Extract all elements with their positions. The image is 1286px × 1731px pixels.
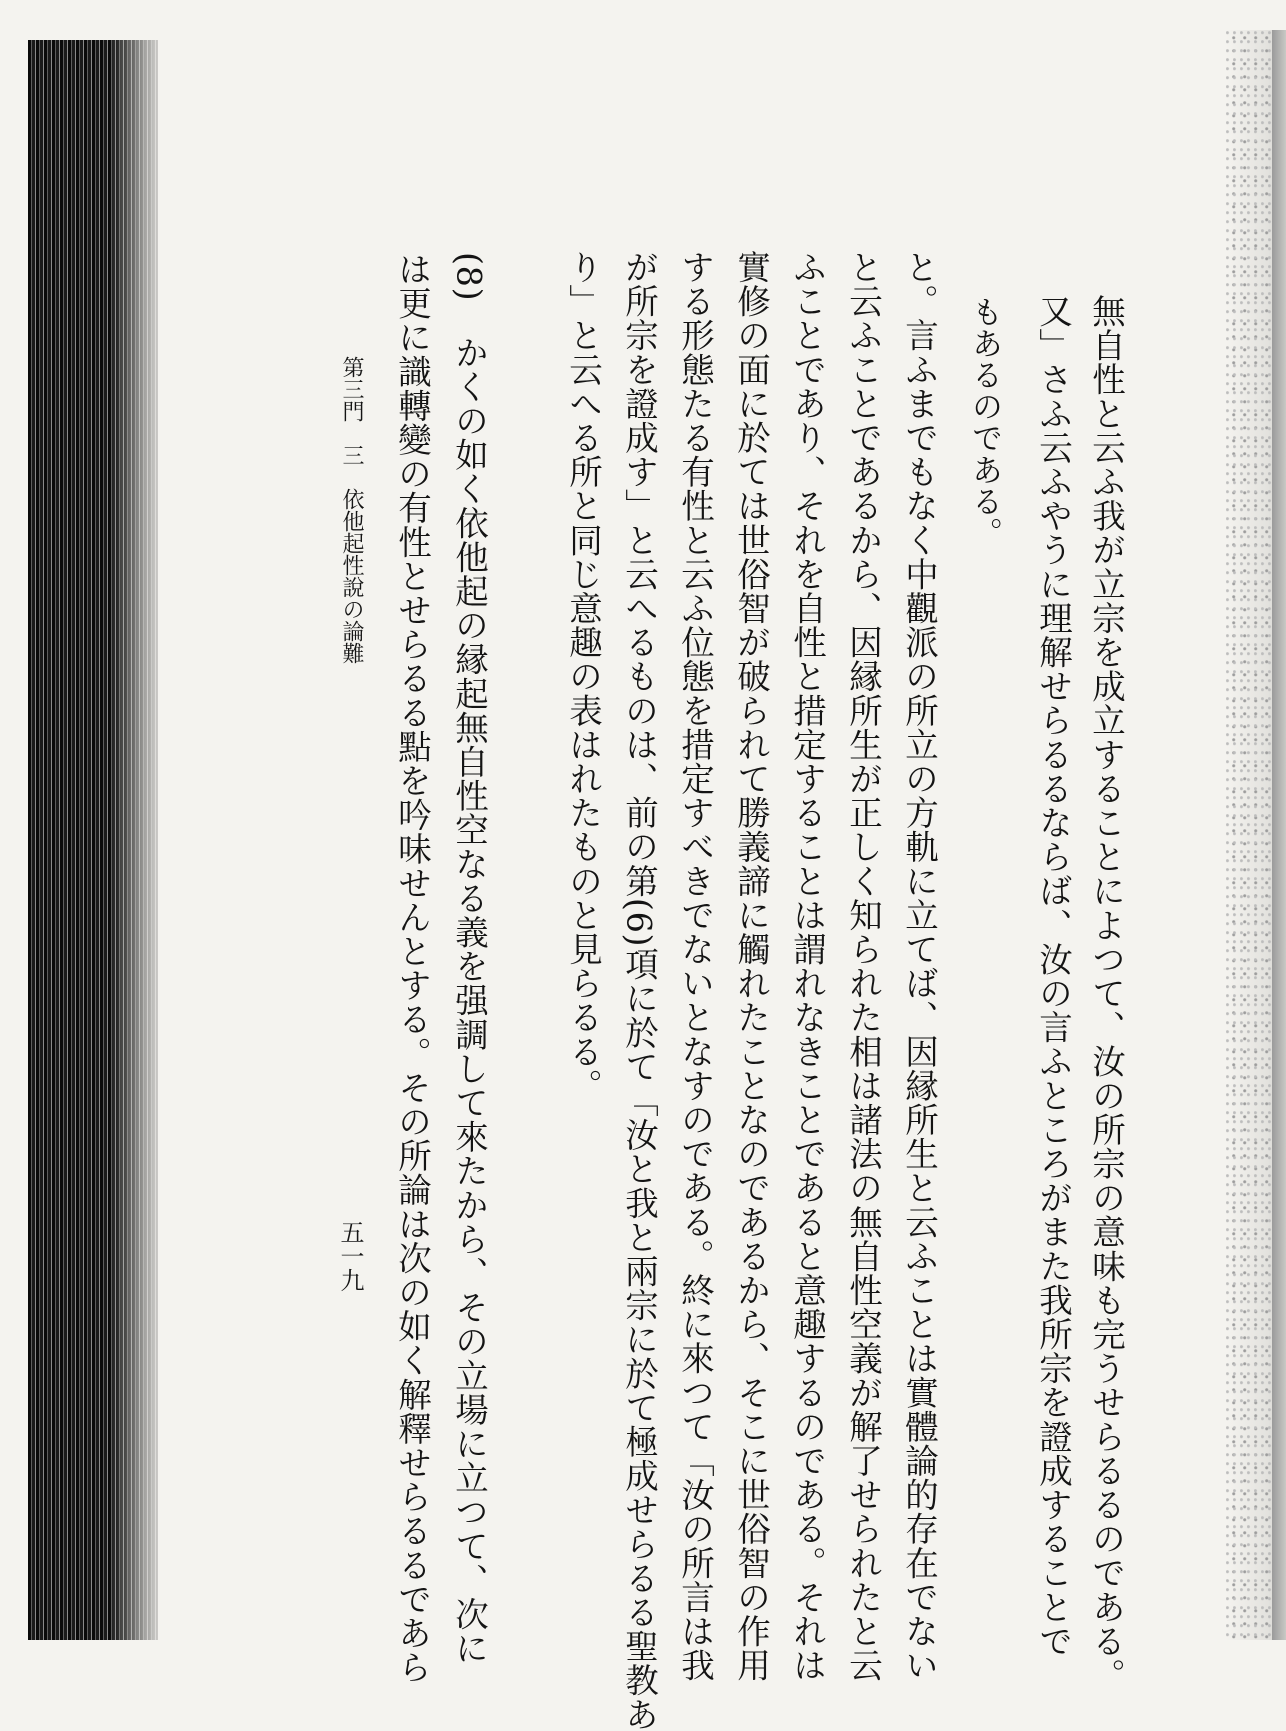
text-line-8: する形態たる有性と云ふ位態を措定すべきでないとなすのである。終に來つて「汝の所言は我 bbox=[675, 250, 715, 1683]
text-line-6: ふことであり、それを自性と措定することは謂れなきことであると意趣するのである。それは bbox=[787, 250, 827, 1683]
text-line-12: は更に識轉變の有性とせらるる點を吟味せんとする。その所論は次の如く解釋せらるるであら bbox=[392, 252, 432, 1685]
text-line-3: もあるのである。 bbox=[966, 296, 1002, 549]
gutter-fade bbox=[110, 40, 170, 1640]
text-line-4: と。言ふまでもなく中觀派の所立の方軌に立てば、因縁所生と云ふことは實體論的存在でない bbox=[899, 250, 939, 1683]
text-line-9: が所宗を證成す」と云へるものは、前の第(6)項に於て「汝と我と兩宗に於て極成せらるる聖教あ bbox=[619, 250, 659, 1731]
running-head: 第三門 三 依他起性說の論難 bbox=[339, 356, 364, 664]
text-line-7: 實修の面に於ては世俗智が破られて勝義諦に觸れたことなのであるから、そこに世俗智の作用 bbox=[731, 250, 771, 1683]
text-line-1: 無自性と云ふ我が立宗を成立することによつて、汝の所宗の意味も完うせらるるのである。 bbox=[1086, 294, 1126, 1693]
text-line-5: と云ふことであるから、因縁所生が正しく知られた相は諸法の無自性空義が解了せられたと云 bbox=[843, 250, 883, 1683]
page-edge-right-border bbox=[1272, 30, 1286, 1640]
text-line-2: 又」さふ云ふやうに理解せらるるならば、汝の言ふところがまた我所宗を證成することで bbox=[1033, 294, 1073, 1658]
text-line-11: (8) かくの如く依他起の縁起無自性空なる義を强調して來たから、その立場に立つて、次に bbox=[449, 252, 489, 1666]
text-line-10: り」と云へる所と同じ意趣の表はれたものと見らるる。 bbox=[563, 250, 603, 1103]
page-number: 五一九 bbox=[336, 1220, 364, 1292]
